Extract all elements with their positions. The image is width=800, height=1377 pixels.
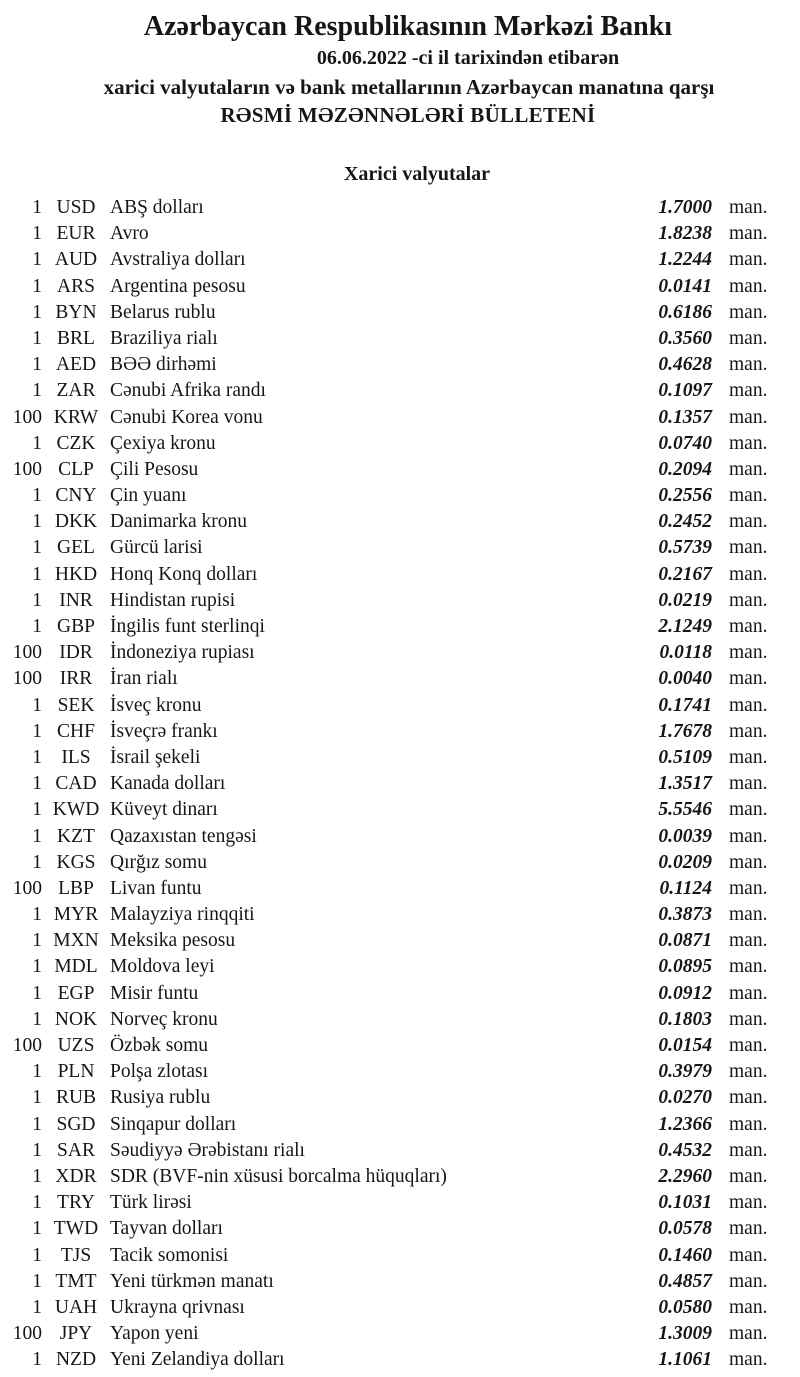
currency-rate: 0.3560 <box>658 327 712 349</box>
currency-row <box>0 195 800 221</box>
currency-name: Cənubi Afrika randı <box>110 380 266 402</box>
currency-quantity: 1 <box>32 1192 42 1214</box>
currency-row <box>0 247 800 273</box>
currency-rate: 0.0912 <box>658 982 712 1004</box>
manat-unit-label: man. <box>729 956 768 978</box>
currency-rate: 0.0209 <box>658 851 712 873</box>
currency-rate: 1.1061 <box>658 1349 712 1371</box>
manat-unit-label: man. <box>729 1035 768 1056</box>
currency-code: DKK <box>54 511 98 533</box>
currency-quantity: 100 <box>12 1035 42 1056</box>
currency-row <box>0 850 800 876</box>
currency-quantity: 1 <box>32 327 42 349</box>
currency-name: Avstraliya dolları <box>110 249 246 271</box>
currency-rate: 1.3009 <box>658 1323 712 1345</box>
currency-quantity: 1 <box>32 930 42 952</box>
currency-row <box>0 483 800 509</box>
currency-code: BYN <box>55 301 97 323</box>
manat-unit-label: man. <box>729 327 768 349</box>
currency-rate: 0.0141 <box>658 275 712 297</box>
currency-row <box>0 1033 800 1059</box>
manat-unit-label: man. <box>729 249 768 271</box>
currency-name: İngilis funt sterlinqi <box>110 616 265 637</box>
manat-unit-label: man. <box>729 694 768 716</box>
currency-row <box>0 1112 800 1138</box>
manat-unit-label: man. <box>729 1323 768 1345</box>
currency-code: KZT <box>57 825 95 847</box>
currency-code: CNY <box>55 485 97 507</box>
manat-unit-label: man. <box>729 589 768 611</box>
currency-code: AUD <box>54 249 98 271</box>
currency-name: Belarus rublu <box>110 301 216 323</box>
currency-name: ABŞ dolları <box>110 197 204 218</box>
currency-name: Yeni Zelandiya dolları <box>110 1349 285 1371</box>
currency-code: SEK <box>57 694 95 716</box>
currency-code: EGP <box>57 982 95 1004</box>
currency-name: İsveçrə frankı <box>110 720 218 742</box>
currency-code: ILS <box>61 746 91 768</box>
manat-unit-label: man. <box>729 642 768 664</box>
currency-rate: 0.0118 <box>659 642 712 664</box>
currency-row <box>0 954 800 980</box>
currency-name: Avro <box>110 223 149 245</box>
currency-quantity: 1 <box>32 773 42 795</box>
currency-code: MDL <box>54 956 98 978</box>
currency-rate: 0.0740 <box>658 432 712 454</box>
currency-rate: 0.0270 <box>658 1087 712 1109</box>
currency-row <box>0 1164 800 1190</box>
currency-name: Moldova leyi <box>110 956 215 978</box>
currency-row <box>0 902 800 928</box>
currency-name: Kanada dolları <box>110 773 226 795</box>
manat-unit-label: man. <box>729 380 768 402</box>
currency-quantity: 1 <box>32 1165 42 1187</box>
currency-name: Hindistan rupisi <box>110 589 236 611</box>
currency-code: LBP <box>58 877 94 899</box>
currency-rate: 0.0580 <box>658 1296 712 1318</box>
currency-rate: 0.0219 <box>658 589 712 611</box>
currency-quantity: 1 <box>32 485 42 507</box>
currency-row <box>0 876 800 902</box>
currency-rate: 0.1741 <box>658 694 712 716</box>
currency-rate: 0.1460 <box>658 1244 712 1266</box>
manat-unit-label: man. <box>729 1270 768 1292</box>
currency-row <box>0 1007 800 1033</box>
currency-row <box>0 1085 800 1111</box>
currency-row <box>0 771 800 797</box>
manat-unit-label: man. <box>729 877 768 899</box>
currency-row <box>0 457 800 483</box>
currency-row <box>0 640 800 666</box>
currency-name: İsveç kronu <box>110 694 202 716</box>
currency-rate: 0.1124 <box>659 877 712 899</box>
currency-quantity: 100 <box>12 458 42 480</box>
currency-rate: 0.5109 <box>658 746 712 768</box>
currency-row <box>0 1190 800 1216</box>
currency-quantity: 1 <box>32 1218 42 1240</box>
currency-code: EUR <box>56 223 96 245</box>
currency-name: Braziliya rialı <box>110 327 218 349</box>
currency-row <box>0 824 800 850</box>
manat-unit-label: man. <box>729 720 768 742</box>
currency-row <box>0 326 800 352</box>
manat-unit-label: man. <box>729 406 768 428</box>
currency-name: Çili Pesosu <box>110 458 199 480</box>
currency-row <box>0 1295 800 1321</box>
manat-unit-label: man. <box>729 197 768 218</box>
currency-quantity: 1 <box>32 904 42 926</box>
currency-code: KWD <box>52 799 100 821</box>
manat-unit-label: man. <box>729 354 768 376</box>
manat-unit-label: man. <box>729 301 768 323</box>
manat-unit-label: man. <box>729 511 768 533</box>
currency-name: Argentina pesosu <box>110 275 246 297</box>
currency-rate: 2.1249 <box>658 616 712 637</box>
currency-rate: 0.2556 <box>658 485 712 507</box>
currency-code: MXN <box>53 930 99 952</box>
currency-code: INR <box>59 589 93 611</box>
subject-line: xarici valyutaların və bank metallarının Azərbaycan manatına qarşı <box>103 75 715 99</box>
currency-name: Tacik somonisi <box>110 1244 229 1266</box>
currency-rate: 1.8238 <box>658 223 712 245</box>
currency-code: PLN <box>57 1061 95 1083</box>
currency-name: Cənubi Korea vonu <box>110 406 263 428</box>
currency-quantity: 1 <box>32 432 42 454</box>
currency-row <box>0 693 800 719</box>
currency-quantity: 1 <box>32 380 42 402</box>
currency-quantity: 1 <box>32 1349 42 1371</box>
manat-unit-label: man. <box>729 825 768 847</box>
currency-quantity: 1 <box>32 511 42 533</box>
currency-code: TJS <box>60 1244 92 1266</box>
currency-code: KRW <box>53 406 99 428</box>
currency-rate: 1.7678 <box>658 720 712 742</box>
currency-rate: 0.0040 <box>658 668 712 690</box>
manat-unit-label: man. <box>729 1087 768 1109</box>
currency-name: Qırğız somu <box>110 851 207 873</box>
manat-unit-label: man. <box>729 1192 768 1214</box>
manat-unit-label: man. <box>729 275 768 297</box>
manat-unit-label: man. <box>729 799 768 821</box>
currency-code: AED <box>55 354 97 376</box>
currency-row <box>0 745 800 771</box>
bulletin-title: RƏSMİ MƏZƏNNƏLƏRİ BÜLLETENİ <box>220 103 596 127</box>
currency-rate: 2.2960 <box>658 1165 712 1187</box>
currency-code: BRL <box>57 327 95 349</box>
currency-code: ARS <box>57 275 95 297</box>
manat-unit-label: man. <box>729 904 768 926</box>
currency-code: GBP <box>57 616 95 637</box>
currency-rate: 0.0578 <box>658 1218 712 1240</box>
currency-code: TWD <box>53 1218 99 1240</box>
currency-code: TRY <box>57 1192 95 1214</box>
currency-name: Rusiya rublu <box>110 1087 211 1109</box>
manat-unit-label: man. <box>729 1008 768 1030</box>
currency-code: TMT <box>55 1270 97 1292</box>
currency-row <box>0 535 800 561</box>
currency-name: Meksika pesosu <box>110 930 236 952</box>
currency-name: Polşa zlotası <box>110 1061 209 1083</box>
currency-code: ZAR <box>56 380 96 402</box>
currency-quantity: 1 <box>32 1244 42 1266</box>
manat-unit-label: man. <box>729 432 768 454</box>
currency-rate: 1.2366 <box>658 1113 712 1135</box>
currency-rate: 0.1031 <box>658 1192 712 1214</box>
currency-code: USD <box>56 197 96 218</box>
section-title-foreign-currencies: Xarici valyutalar <box>343 163 491 185</box>
currency-rate: 0.0871 <box>658 930 712 952</box>
currency-quantity: 1 <box>32 223 42 245</box>
currency-row <box>0 928 800 954</box>
currency-quantity: 1 <box>32 694 42 716</box>
currency-row <box>0 588 800 614</box>
currency-rate: 0.3873 <box>658 904 712 926</box>
currency-quantity: 1 <box>32 956 42 978</box>
manat-unit-label: man. <box>729 1349 768 1371</box>
exchange-rates-table <box>0 195 800 1373</box>
effective-date-line: 06.06.2022 -ci il tarixindən etibarən <box>316 47 620 69</box>
currency-name: Sinqapur dolları <box>110 1113 237 1135</box>
manat-unit-label: man. <box>729 563 768 585</box>
currency-row <box>0 614 800 640</box>
currency-name: BƏƏ dirhəmi <box>110 354 217 376</box>
manat-unit-label: man. <box>729 616 768 637</box>
currency-name: Malayziya rinqqiti <box>110 904 255 926</box>
currency-code: RUB <box>55 1087 97 1109</box>
currency-name: Ukrayna qrivnası <box>110 1296 245 1318</box>
currency-name: Çin yuanı <box>110 485 187 507</box>
currency-code: UZS <box>57 1035 95 1056</box>
currency-code: UAH <box>54 1296 98 1318</box>
currency-code: KGS <box>56 851 96 873</box>
currency-name: Yeni türkmən manatı <box>110 1270 274 1292</box>
currency-rate: 0.1803 <box>658 1008 712 1030</box>
currency-rate: 0.6186 <box>658 301 712 323</box>
currency-quantity: 1 <box>32 537 42 559</box>
manat-unit-label: man. <box>729 1061 768 1083</box>
currency-row <box>0 509 800 535</box>
currency-quantity: 1 <box>32 825 42 847</box>
currency-rate: 0.0154 <box>658 1035 712 1056</box>
manat-unit-label: man. <box>729 746 768 768</box>
currency-row <box>0 300 800 326</box>
manat-unit-label: man. <box>729 851 768 873</box>
manat-unit-label: man. <box>729 1139 768 1161</box>
currency-code: HKD <box>54 563 98 585</box>
manat-unit-label: man. <box>729 1296 768 1318</box>
currency-quantity: 1 <box>32 799 42 821</box>
currency-code: XDR <box>55 1165 97 1187</box>
manat-unit-label: man. <box>729 668 768 690</box>
currency-name: Gürcü larisi <box>110 537 203 559</box>
currency-name: İndoneziya rupiası <box>110 642 255 664</box>
currency-quantity: 1 <box>32 1296 42 1318</box>
currency-quantity: 1 <box>32 616 42 637</box>
currency-quantity: 100 <box>12 1323 42 1345</box>
currency-code: IRR <box>59 668 93 690</box>
currency-code: SGD <box>56 1113 96 1135</box>
currency-quantity: 1 <box>32 1061 42 1083</box>
manat-unit-label: man. <box>729 223 768 245</box>
currency-name: İsrail şekeli <box>110 746 201 768</box>
currency-rate: 0.4532 <box>658 1139 712 1161</box>
currency-quantity: 1 <box>32 589 42 611</box>
currency-code: IDR <box>59 642 93 664</box>
currency-row <box>0 666 800 692</box>
manat-unit-label: man. <box>729 930 768 952</box>
manat-unit-label: man. <box>729 1113 768 1135</box>
currency-quantity: 1 <box>32 1139 42 1161</box>
currency-quantity: 1 <box>32 982 42 1004</box>
currency-name: Küveyt dinarı <box>110 799 218 821</box>
currency-rate: 1.7000 <box>658 197 712 218</box>
currency-rate: 1.3517 <box>658 773 712 795</box>
currency-code: CAD <box>55 773 97 795</box>
currency-row <box>0 352 800 378</box>
currency-code: CLP <box>58 458 94 480</box>
currency-code: NZD <box>55 1349 97 1371</box>
currency-rate: 5.5546 <box>658 799 712 821</box>
currency-row <box>0 1243 800 1269</box>
manat-unit-label: man. <box>729 458 768 480</box>
manat-unit-label: man. <box>729 773 768 795</box>
currency-quantity: 1 <box>32 275 42 297</box>
currency-code: MYR <box>53 904 99 926</box>
currency-name: Çexiya kronu <box>110 432 216 454</box>
manat-unit-label: man. <box>729 485 768 507</box>
currency-quantity: 1 <box>32 851 42 873</box>
bank-name-title: Azərbaycan Respublikasının Mərkəzi Bankı <box>143 11 673 42</box>
currency-quantity: 100 <box>12 877 42 899</box>
manat-unit-label: man. <box>729 982 768 1004</box>
currency-row <box>0 405 800 431</box>
currency-name: SDR (BVF-nin xüsusi borcalma hüquqları) <box>110 1165 447 1187</box>
manat-unit-label: man. <box>729 537 768 559</box>
currency-rate: 0.2452 <box>658 511 712 533</box>
currency-quantity: 1 <box>32 197 42 218</box>
currency-row <box>0 797 800 823</box>
currency-code: CZK <box>56 432 96 454</box>
currency-rate: 1.2244 <box>658 249 712 271</box>
currency-row <box>0 1138 800 1164</box>
currency-name: Livan funtu <box>110 877 202 899</box>
currency-rate: 0.3979 <box>658 1061 712 1083</box>
currency-rate: 0.5739 <box>658 537 712 559</box>
manat-unit-label: man. <box>729 1244 768 1266</box>
currency-row <box>0 1347 800 1373</box>
currency-name: Norveç kronu <box>110 1008 218 1030</box>
manat-unit-label: man. <box>729 1218 768 1240</box>
currency-row <box>0 274 800 300</box>
currency-row <box>0 562 800 588</box>
currency-quantity: 1 <box>32 1087 42 1109</box>
currency-rate: 0.1357 <box>658 406 712 428</box>
currency-name: Özbək somu <box>110 1035 209 1056</box>
currency-quantity: 100 <box>12 642 42 664</box>
currency-quantity: 1 <box>32 720 42 742</box>
currency-quantity: 1 <box>32 354 42 376</box>
currency-quantity: 1 <box>32 1270 42 1292</box>
currency-name: İran rialı <box>110 668 178 690</box>
currency-rate: 0.0039 <box>658 825 712 847</box>
currency-code: CHF <box>57 720 95 742</box>
currency-name: Misir funtu <box>110 982 199 1004</box>
currency-rate: 0.4857 <box>658 1270 712 1292</box>
currency-row <box>0 719 800 745</box>
currency-quantity: 100 <box>12 406 42 428</box>
currency-rate: 0.0895 <box>658 956 712 978</box>
currency-quantity: 1 <box>32 1008 42 1030</box>
currency-quantity: 100 <box>12 668 42 690</box>
currency-quantity: 1 <box>32 1113 42 1135</box>
currency-quantity: 1 <box>32 249 42 271</box>
currency-code: GEL <box>57 537 95 559</box>
manat-unit-label: man. <box>729 1165 768 1187</box>
currency-row <box>0 431 800 457</box>
currency-rate: 0.1097 <box>658 380 712 402</box>
currency-quantity: 1 <box>32 563 42 585</box>
currency-rate: 0.2167 <box>658 563 712 585</box>
currency-row <box>0 1321 800 1347</box>
currency-code: SAR <box>57 1139 95 1161</box>
currency-name: Tayvan dolları <box>110 1218 223 1240</box>
currency-code: NOK <box>54 1008 98 1030</box>
currency-row <box>0 378 800 404</box>
currency-row <box>0 981 800 1007</box>
currency-name: Honq Konq dolları <box>110 563 258 585</box>
currency-rate: 0.2094 <box>658 458 712 480</box>
currency-quantity: 1 <box>32 746 42 768</box>
currency-row <box>0 1269 800 1295</box>
currency-rate: 0.4628 <box>658 354 712 376</box>
currency-row <box>0 1216 800 1242</box>
currency-name: Qazaxıstan tengəsi <box>110 825 257 847</box>
currency-name: Türk lirəsi <box>110 1192 192 1214</box>
currency-name: Səudiyyə Ərəbistanı rialı <box>110 1139 305 1161</box>
currency-name: Yapon yeni <box>110 1323 199 1345</box>
currency-row <box>0 1059 800 1085</box>
currency-row <box>0 221 800 247</box>
currency-name: Danimarka kronu <box>110 511 247 533</box>
currency-code: JPY <box>59 1323 93 1345</box>
currency-quantity: 1 <box>32 301 42 323</box>
